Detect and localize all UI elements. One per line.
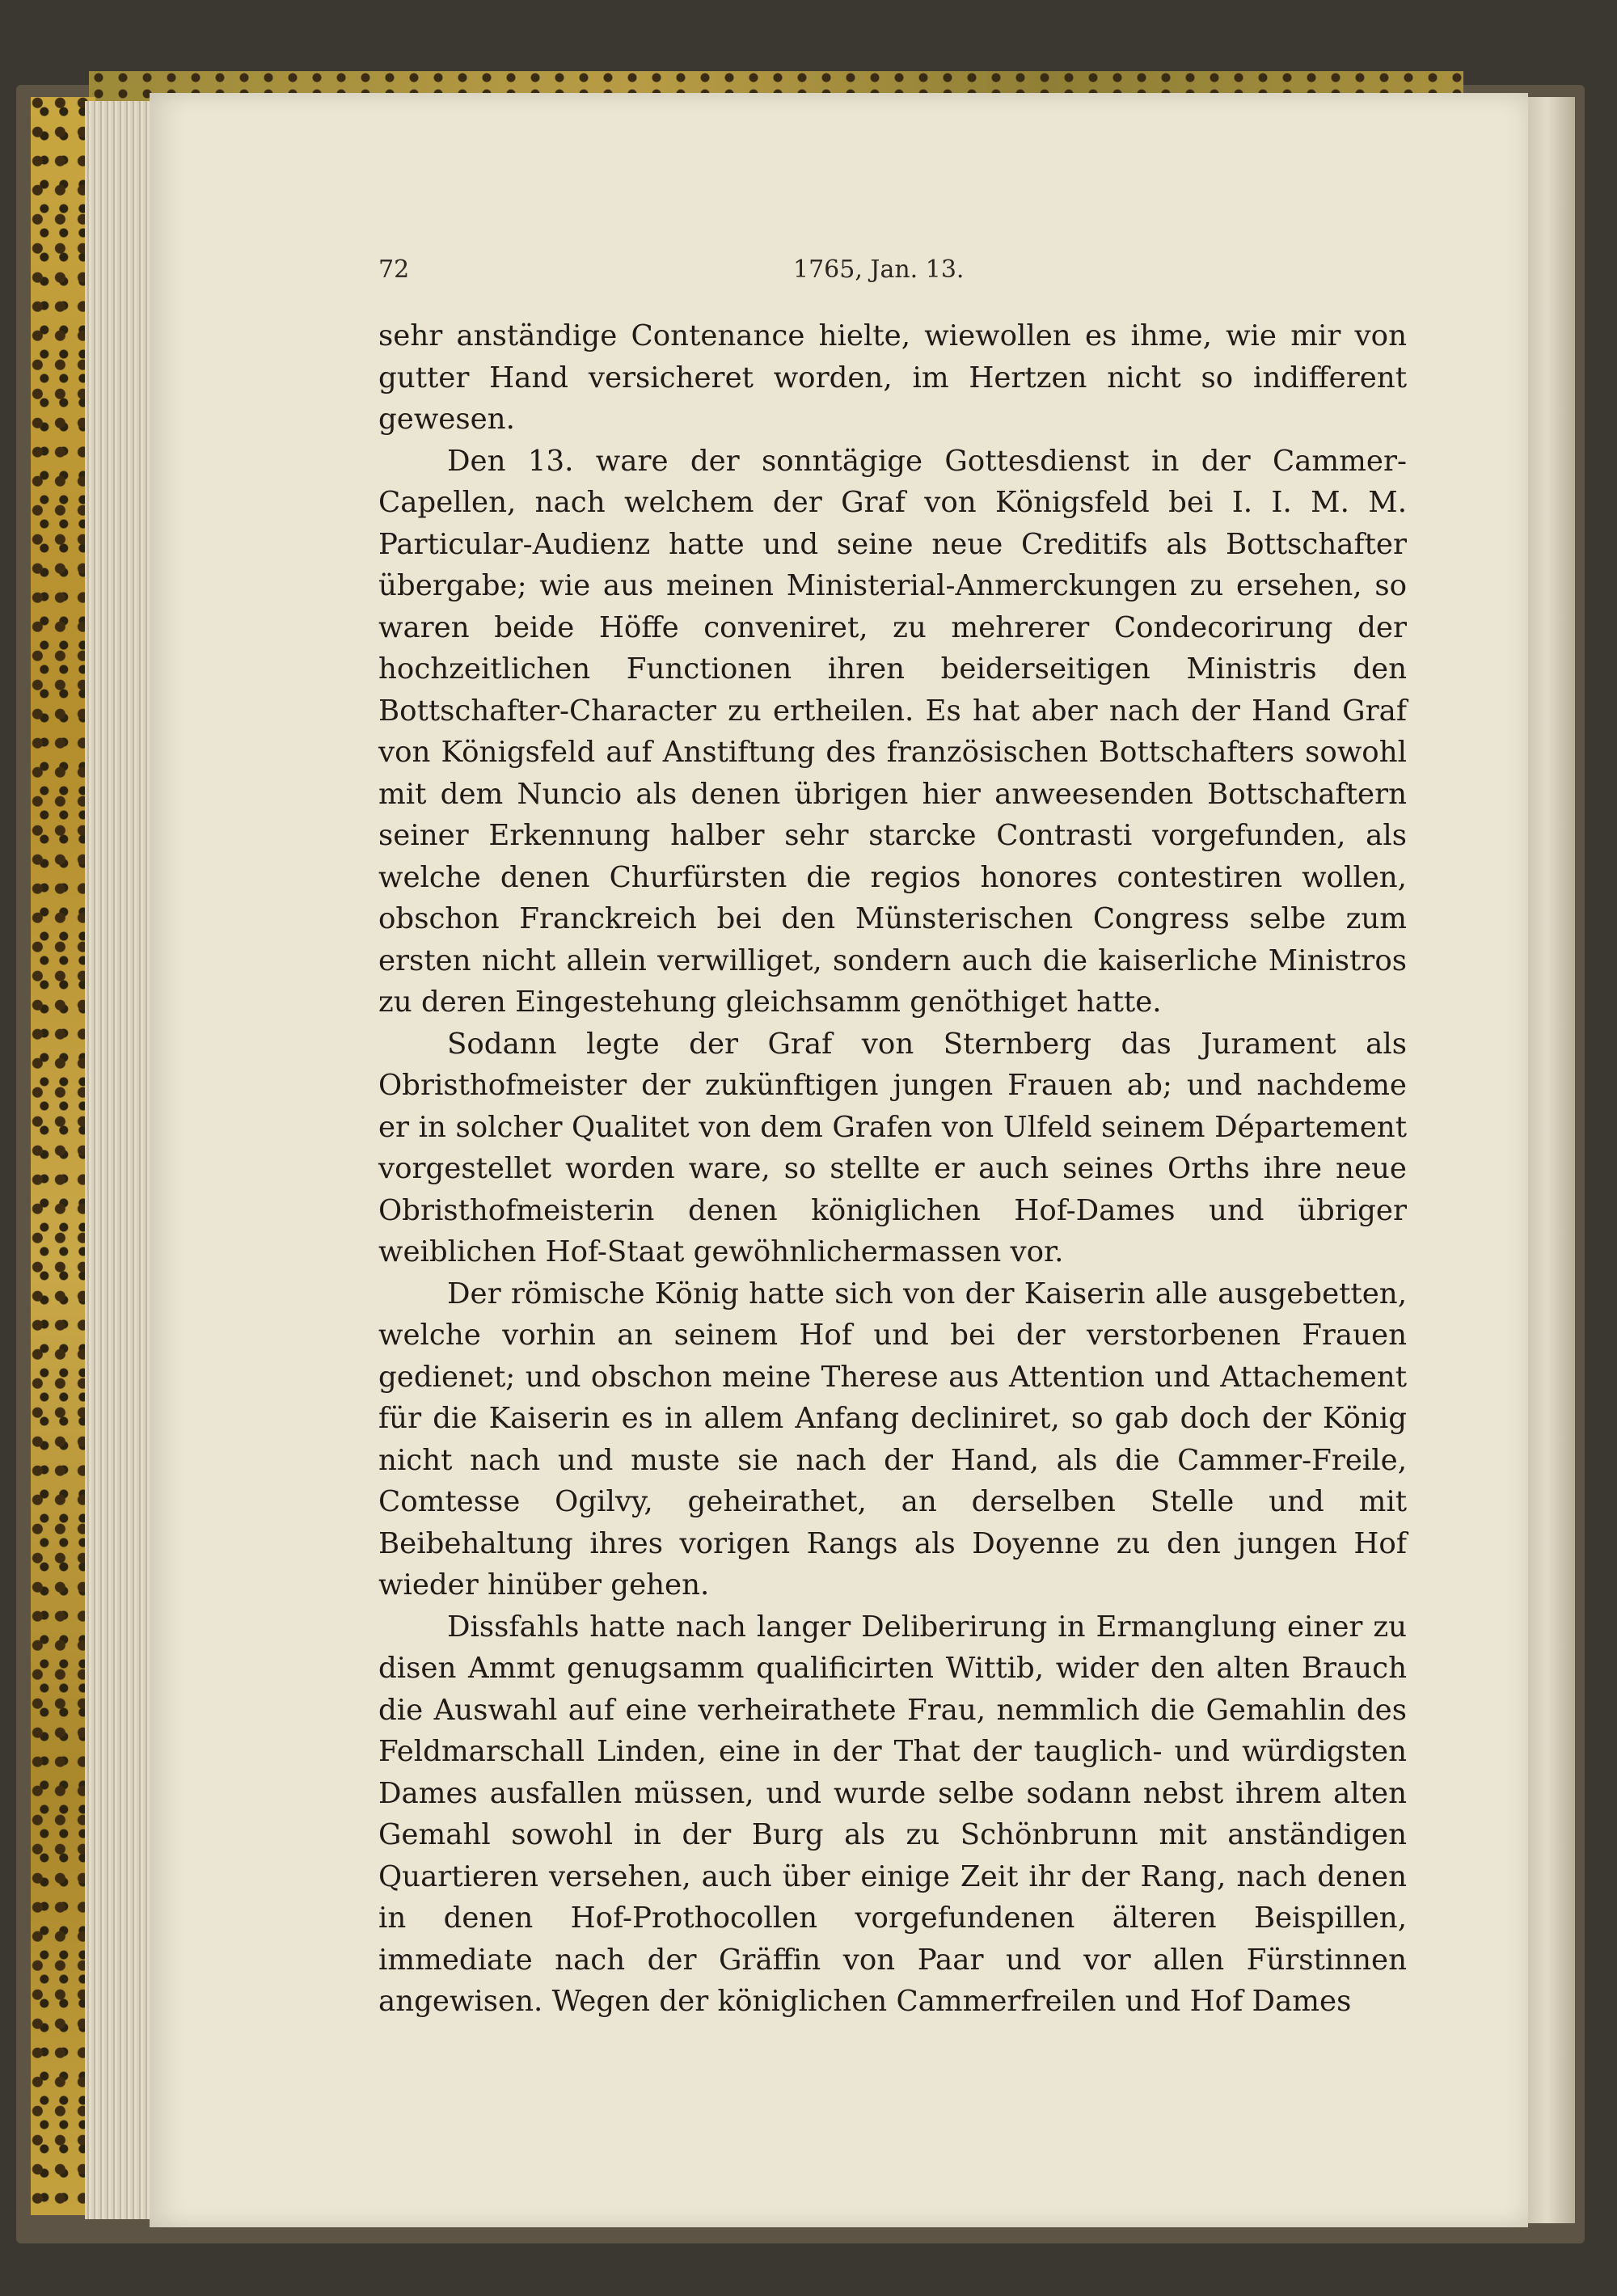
paragraph: sehr anständige Contenance hielte, wiewollen es ihme, wie mir von gutter Hand versicheret worden, im Hertzen nicht so indifferent gewesen.: [378, 319, 1407, 436]
page-header: [378, 255, 1413, 288]
paragraph: Der römische König hatte sich von der Kaiserin alle ausgebetten, welche vorhin an seinem Hof und bei der verstorbenen Frauen gedienet; und obschon meine Therese aus Attention und Attachement für die Kaiserin es in allem Anfang decliniret, so gab doch der König nicht nach und muste sie nach der Hand, als die Cammer-Freile, Comtesse Ogilvy, geheirathet, an derselben Stelle und mit Beibehaltung ihres vorigen Rangs als Doyenne zu den jungen Hof wieder hinüber gehen.: [378, 1277, 1407, 1602]
paragraph: Den 13. ware der sonntägige Gottesdienst in der Cammer-Capellen, nach welchem der Graf von Königsfeld bei I. I. M. M. Particular-Audienz hatte und seine neue Creditifs als Bottschafter übergabe; wie aus meinen Ministerial-Anmerckungen zu ersehen, so waren beide Höffe conveniret, zu mehrerer Condecorirung der hochzeitlichen Functionen ihren beiderseitigen Ministris den Bottschafter-Character zu ertheilen. Es hat aber nach der Hand Graf von Königsfeld auf Anstiftung des französischen Bottschafters sowohl mit dem Nuncio als denen übrigen hier anweesenden Bottschaftern seiner Erkennung halber sehr starcke Contrasti vorgefunden, als welche denen Churfürsten die regios honores contestiren wollen, obschon Franckreich bei den Münsterischen Congress selbe zum ersten nicht allein verwilliget, sondern auch die kaiserliche Ministros zu deren Eingestehung gleichsamm genöthiget hatte.: [378, 444, 1407, 1019]
body-text: [378, 315, 1407, 2023]
paragraph: Dissfahls hatte nach langer Deliberirung in Ermanglung einer zu disen Ammt genugsamm qualificirten Wittib, wider den alten Brauch die Auswahl auf eine verheirathete Frau, nemmlich die Gemahlin des Feldmarschall Linden, eine in der That der tauglich- und würdigsten Dames ausfallen müssen, und wurde selbe sodann nebst ihrem alten Gemahl sowohl in der Burg als zu Schönbrunn mit anständigen Quartieren versehen, auch über einige Zeit ihr der Rang, nach denen in denen Hof-Prothocollen vorgefundenen älteren Beispillen, immediate nach der Gräffin von Paar und vor allen Fürstinnen angewisen. Wegen der königlichen Cammerfreilen und Hof Dames: [378, 1610, 1407, 2018]
page-number: 72: [378, 255, 410, 284]
page-stack: [85, 101, 158, 2219]
facing-leaf: [1528, 97, 1575, 2223]
paragraph: Sodann legte der Graf von Sternberg das Jurament als Obristhofmeister der zukünftigen jungen Frauen ab; und nachdeme er in solcher Qualitet von dem Grafen von Ulfeld seinem Département vorgestellet worden ware, so stellte er auch seines Orths ihre neue Obristhofmeisterin denen königlichen Hof-Dames und übriger weiblichen Hof-Staat gewöhnlichermassen vor.: [378, 1027, 1407, 1268]
running-head: 1765, Jan. 13.: [793, 255, 965, 284]
